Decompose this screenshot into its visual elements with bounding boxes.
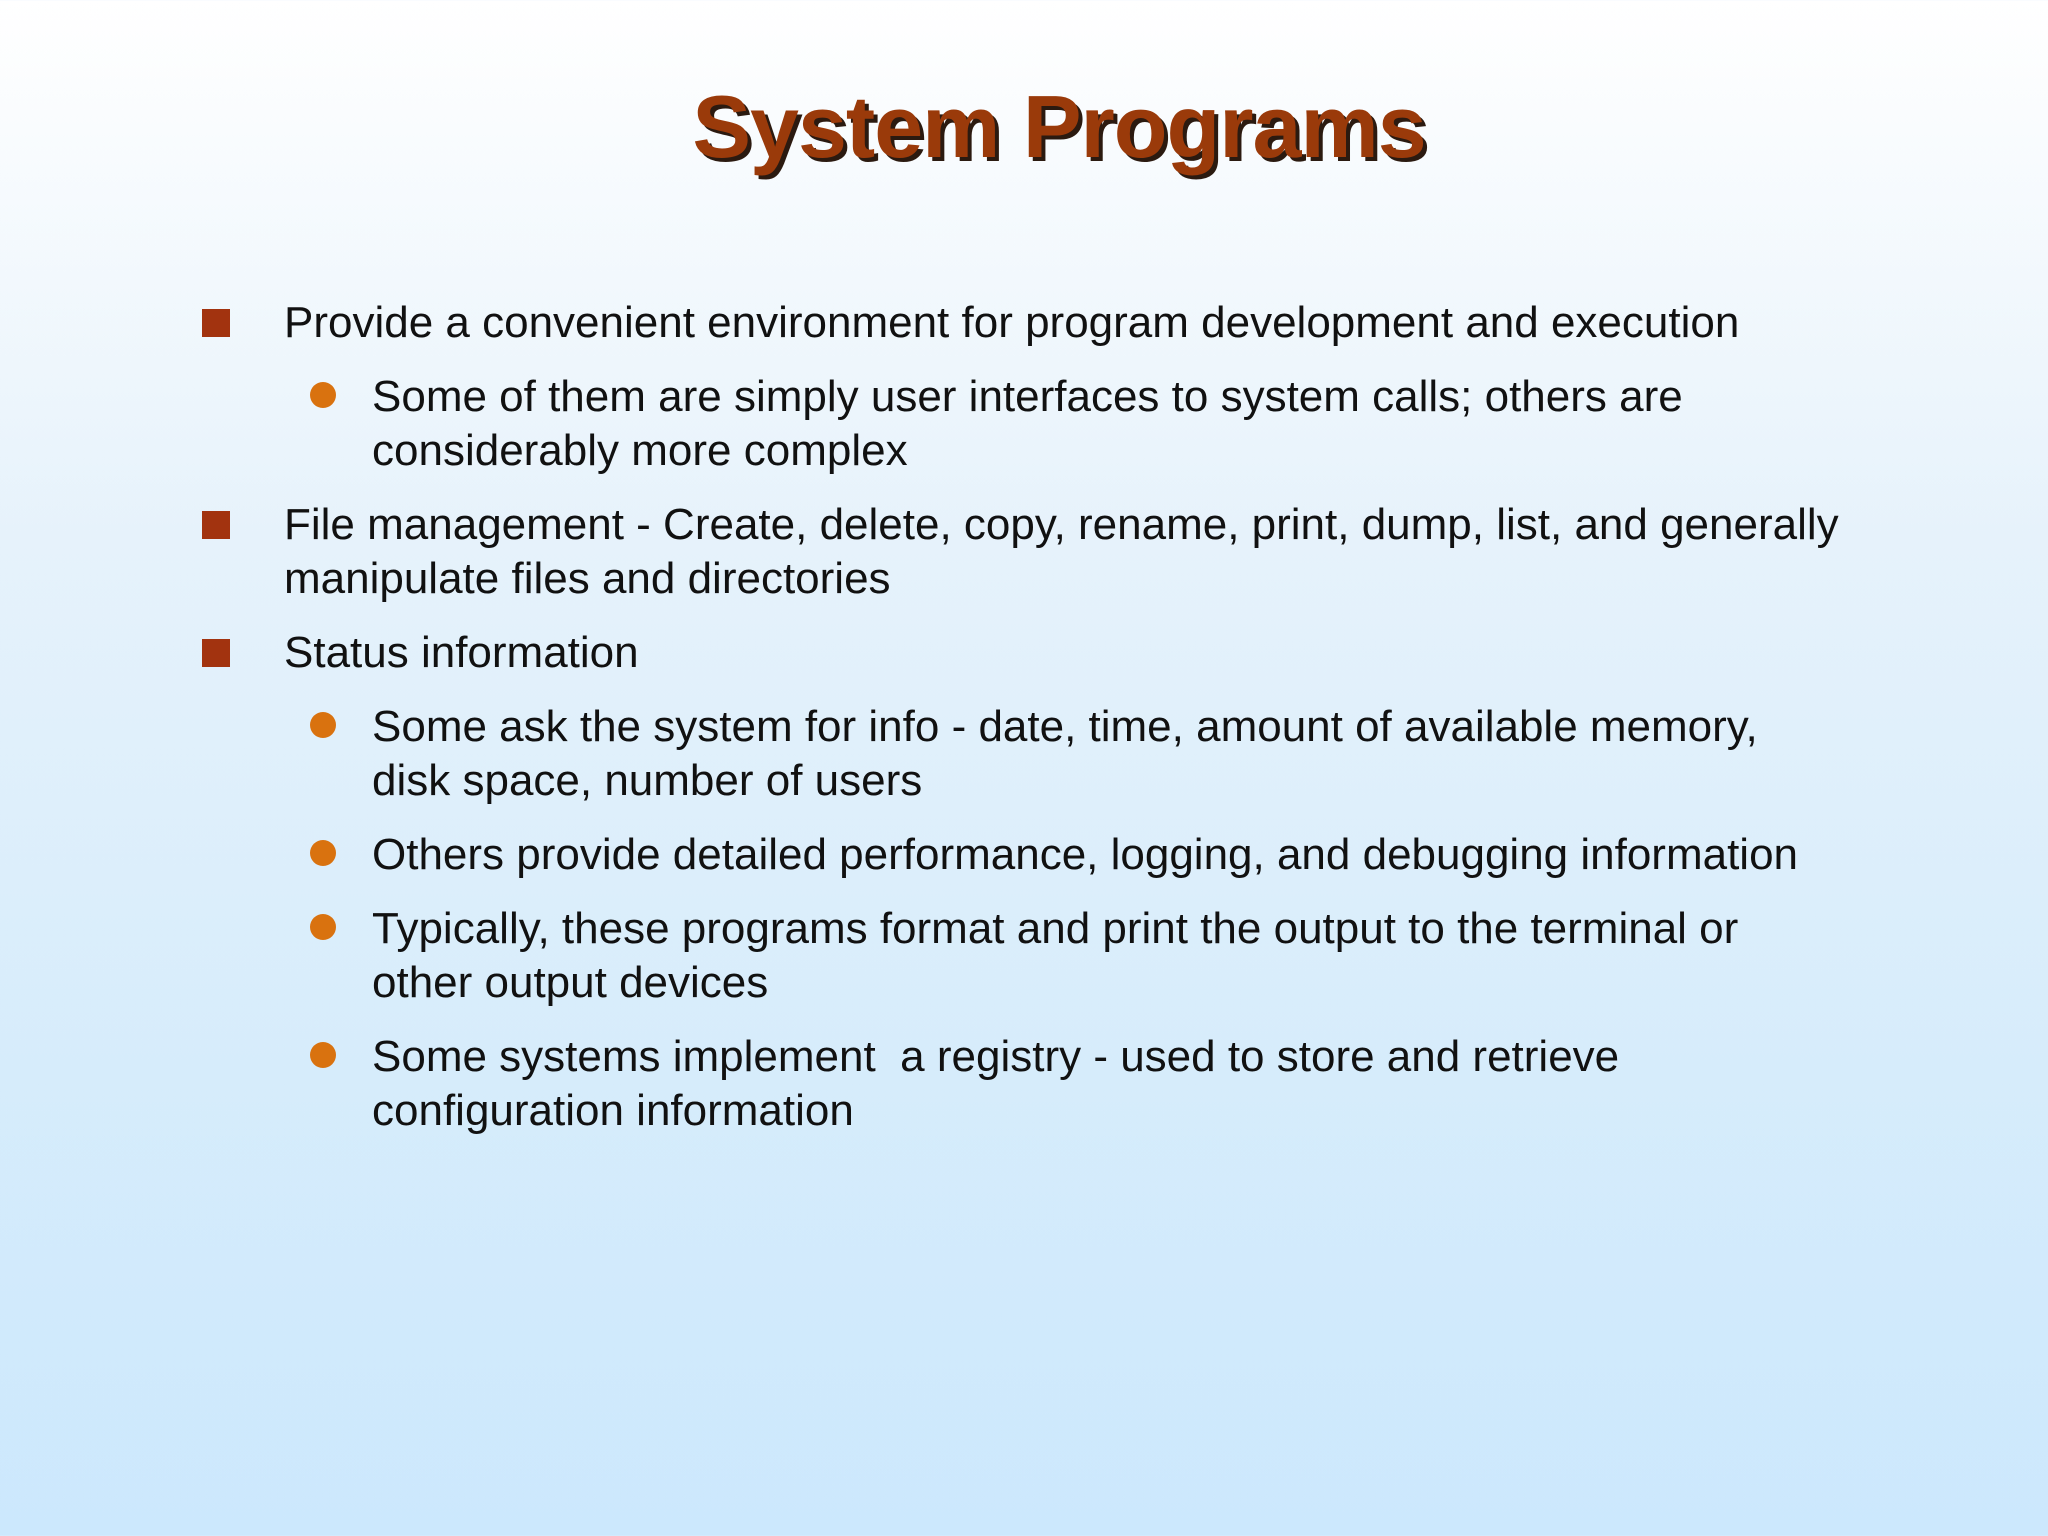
sub-bullet-item bbox=[200, 1030, 1840, 1138]
bullet-item bbox=[200, 498, 1851, 606]
sub-bullet-text: Some ask the system for info - date, time, amount of available memory, disk space, number of users bbox=[372, 702, 1770, 805]
sub-bullet-text: Some systems implement a registry - used to store and retrieve configuration information bbox=[372, 1032, 1632, 1135]
round-bullet-icon bbox=[310, 914, 336, 940]
bullet-text: Provide a convenient environment for program development and execution bbox=[284, 298, 1740, 347]
round-bullet-icon bbox=[310, 382, 336, 408]
sub-bullet-list bbox=[200, 370, 1840, 478]
sub-bullet-text: Typically, these programs format and print the output to the terminal or other output devices bbox=[372, 904, 1751, 1007]
bullet-list bbox=[200, 296, 1851, 1158]
sub-bullet-list bbox=[200, 700, 1840, 1138]
sub-bullet-item bbox=[200, 828, 1840, 882]
sub-bullet-text: Some of them are simply user interfaces to system calls; others are considerably more complex bbox=[372, 372, 1695, 475]
sub-bullet-item bbox=[200, 370, 1840, 478]
sub-bullet-item bbox=[200, 902, 1840, 1010]
round-bullet-icon bbox=[310, 712, 336, 738]
bullet-item bbox=[200, 296, 1840, 478]
round-bullet-icon bbox=[310, 1042, 336, 1068]
square-bullet-icon bbox=[202, 309, 230, 337]
sub-bullet-text: Others provide detailed performance, logging, and debugging information bbox=[372, 830, 1799, 879]
square-bullet-icon bbox=[202, 639, 230, 667]
bullet-item bbox=[200, 626, 1840, 1138]
round-bullet-icon bbox=[310, 840, 336, 866]
sub-bullet-item bbox=[200, 700, 1840, 808]
square-bullet-icon bbox=[202, 511, 230, 539]
bullet-text: Status information bbox=[284, 628, 639, 677]
slide-title: System Programs bbox=[692, 77, 1426, 176]
bullet-text: File management - Create, delete, copy, rename, print, dump, list, and generally manipulate files and directories bbox=[284, 500, 1851, 603]
